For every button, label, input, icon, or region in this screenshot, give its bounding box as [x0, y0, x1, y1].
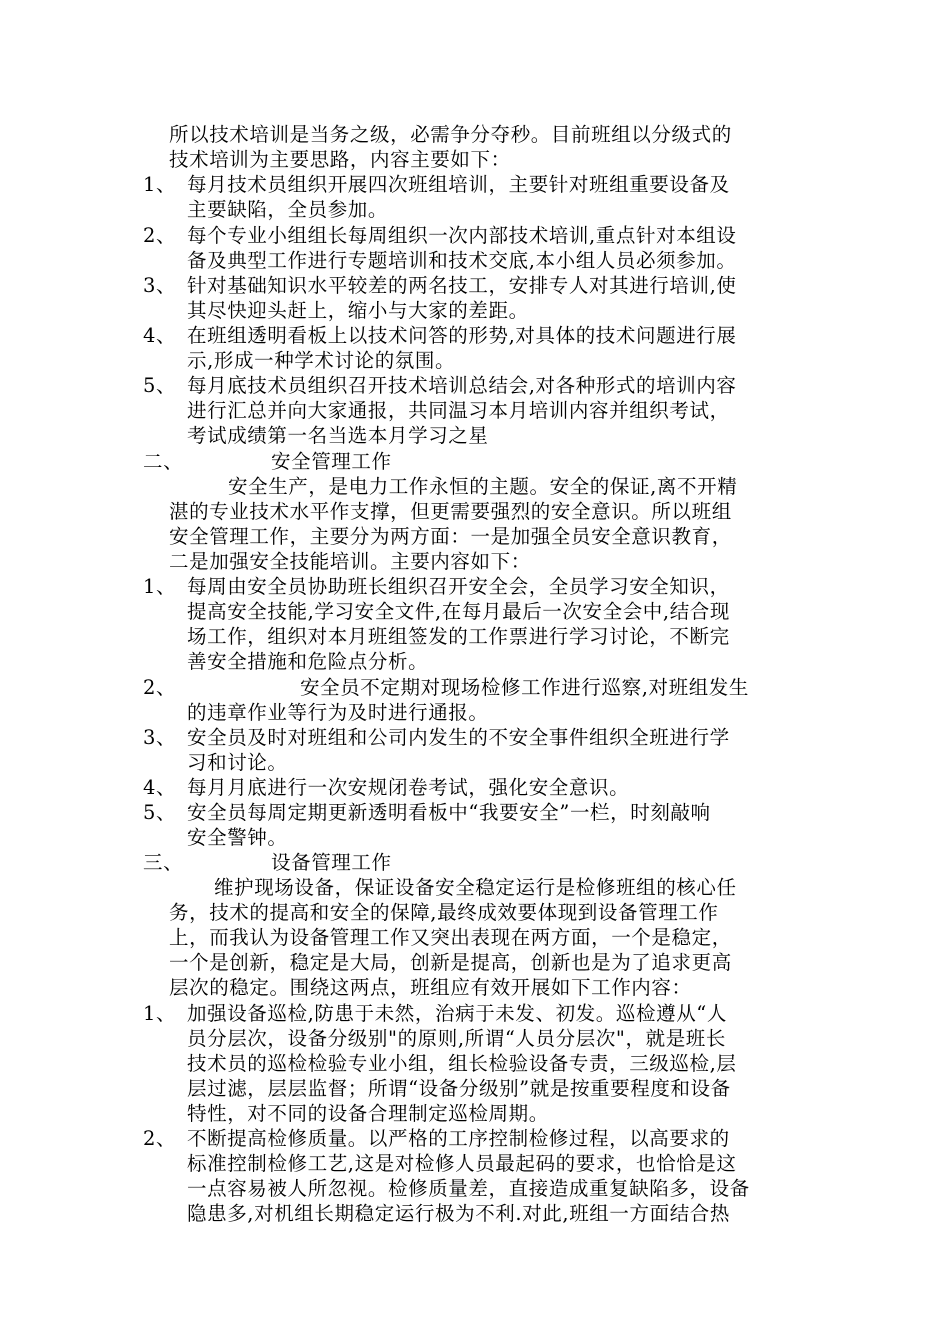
item-line: 隐患多,对机组长期稳定运行极为不利.对此,班组一方面结合热	[187, 1202, 730, 1225]
item-line: 进行汇总并向大家通报，共同温习本月培训内容并组织考试，	[187, 399, 730, 422]
paragraph-line: 务，技术的提高和安全的保障,最终成效要体现到设备管理工作	[169, 901, 719, 924]
item-number: 2、	[143, 224, 177, 247]
item-line: 每月技术员组织开展四次班组培训，主要针对班组重要设备及	[187, 173, 730, 196]
item-number: 1、	[143, 173, 177, 196]
item-line: 示,形成一种学术讨论的氛围。	[187, 349, 456, 372]
paragraph-line: 安全生产，是电力工作永恒的主题。安全的保证,离不开精	[228, 475, 738, 498]
item-line: 每月月底进行一次安规闭卷考试，强化安全意识。	[187, 776, 630, 799]
item-number: 2、	[143, 676, 177, 699]
section-heading: 设备管理工作	[271, 851, 392, 874]
item-line: 不断提高检修质量。以严格的工序控制检修过程，以高要求的	[187, 1127, 730, 1150]
item-number: 3、	[143, 726, 177, 749]
paragraph-line: 上，而我认为设备管理工作又突出表现在两方面，一个是稳定，	[169, 926, 732, 949]
item-line: 员分层次，设备分级别"的原则,所谓“人员分层次"，就是班长	[187, 1027, 727, 1050]
item-line: 提高安全技能,学习安全文件,在每月最后一次安全会中,结合现	[187, 600, 730, 623]
item-line: 安全员不定期对现场检修工作进行巡察,对班组发生	[300, 676, 749, 699]
item-number: 5、	[143, 374, 177, 397]
section-heading: 安全管理工作	[271, 450, 392, 473]
item-line: 安全员每周定期更新透明看板中“我要安全”一栏，时刻敲响	[187, 801, 711, 824]
item-line: 在班组透明看板上以技术问答的形势,对具体的技术问题进行展	[187, 324, 737, 347]
item-line: 安全警钟。	[187, 826, 288, 849]
paragraph-line: 安全管理工作，主要分为两方面：一是加强全员安全意识教育，	[169, 525, 732, 548]
paragraph-line: 一个是创新，稳定是大局，创新是提高，创新也是为了追求更高	[169, 951, 732, 974]
item-line: 一点容易被人所忽视。检修质量差，直接造成重复缺陷多，设备	[187, 1177, 750, 1200]
item-number: 2、	[143, 1127, 177, 1150]
item-number: 4、	[143, 776, 177, 799]
item-line: 习和讨论。	[187, 751, 288, 774]
intro-line: 技术培训为主要思路，内容主要如下：	[169, 148, 511, 171]
item-number: 1、	[143, 1002, 177, 1025]
paragraph-line: 层次的稳定。围绕这两点，班组应有效开展如下工作内容：	[169, 976, 692, 999]
section-number: 二、	[143, 450, 184, 473]
item-line: 每个专业小组组长每周组织一次内部技术培训,重点针对本组设	[187, 224, 737, 247]
item-line: 的违章作业等行为及时进行通报。	[187, 701, 489, 724]
item-number: 3、	[143, 274, 177, 297]
item-line: 备及典型工作进行专题培训和技术交底,本小组人员必须参加。	[187, 249, 737, 272]
item-line: 其尽快迎头赶上，缩小与大家的差距。	[187, 299, 529, 322]
paragraph-line: 湛的专业技术水平作支撑，但更需要强烈的安全意识。所以班组	[169, 500, 732, 523]
item-line: 考试成绩第一名当选本月学习之星	[187, 424, 489, 447]
item-line: 每周由安全员协助班长组织召开安全会，全员学习安全知识，	[187, 575, 730, 598]
section-number: 三、	[143, 851, 184, 874]
item-line: 加强设备巡检,防患于未然，治病于未发、初发。巡检遵从“人	[187, 1002, 727, 1025]
item-line: 每月底技术员组织召开技术培训总结会,对各种形式的培训内容	[187, 374, 737, 397]
item-line: 场工作，组织对本月班组签发的工作票进行学习讨论，不断完	[187, 625, 730, 648]
item-line: 技术员的巡检检验专业小组，组长检验设备专责，三级巡检,层	[187, 1052, 737, 1075]
item-line: 针对基础知识水平较差的两名技工，安排专人对其进行培训,使	[187, 274, 737, 297]
paragraph-line: 维护现场设备，保证设备安全稳定运行是检修班组的核心任	[214, 876, 737, 899]
item-line: 主要缺陷，全员参加。	[187, 198, 389, 221]
item-line: 层过滤，层层监督；所谓“设备分级别”就是按重要程度和设备	[187, 1077, 731, 1100]
item-number: 4、	[143, 324, 177, 347]
item-line: 标准控制检修工艺,这是对检修人员最起码的要求，也恰恰是这	[187, 1152, 737, 1175]
intro-line: 所以技术培训是当务之级，必需争分夺秒。目前班组以分级式的	[169, 123, 732, 146]
paragraph-line: 二是加强安全技能培训。主要内容如下：	[169, 550, 531, 573]
item-number: 5、	[143, 801, 177, 824]
item-line: 特性，对不同的设备合理制定巡检周期。	[187, 1102, 549, 1125]
item-line: 善安全措施和危险点分析。	[187, 650, 429, 673]
item-number: 1、	[143, 575, 177, 598]
item-line: 安全员及时对班组和公司内发生的不安全事件组织全班进行学	[187, 726, 730, 749]
